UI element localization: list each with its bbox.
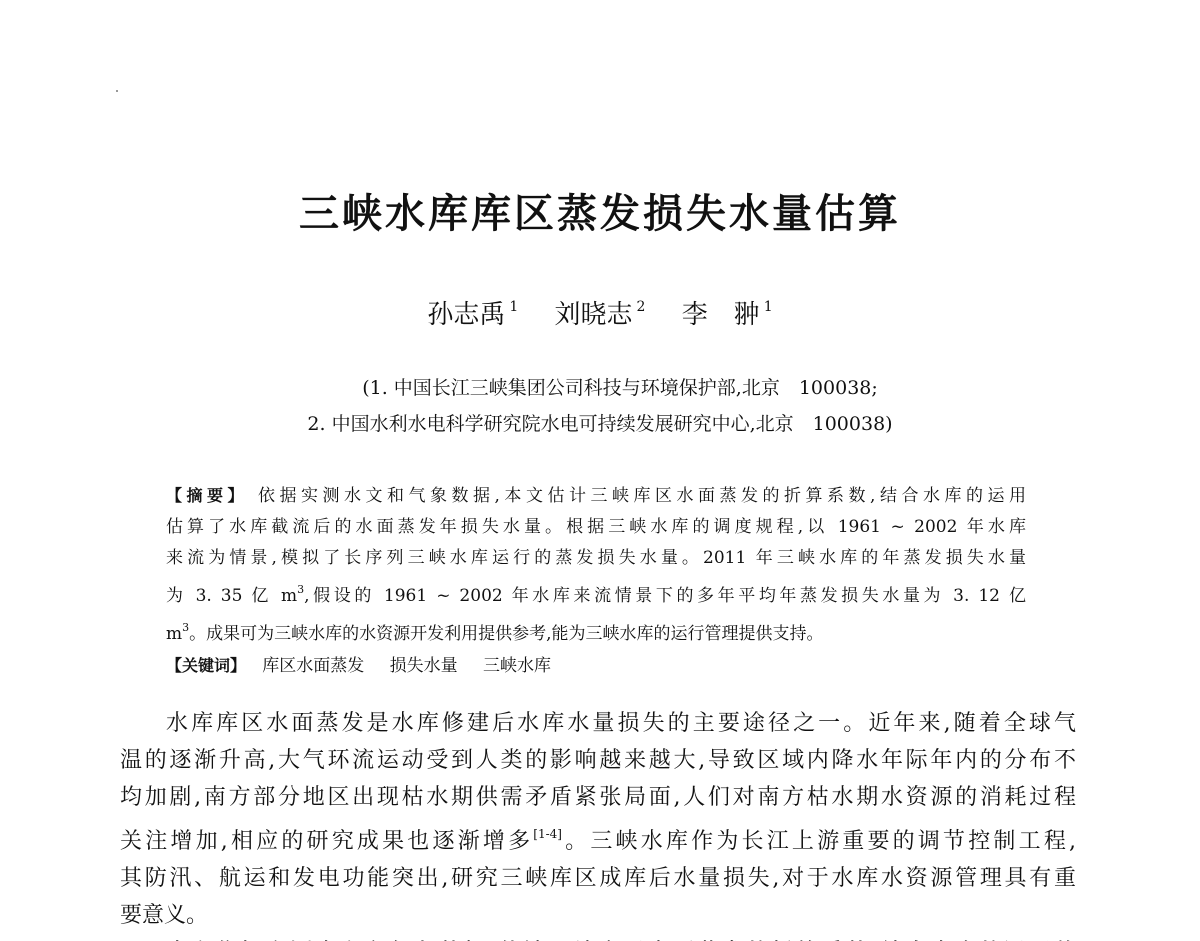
abstract-text: 为 3. 35 亿 m	[166, 586, 298, 606]
abstract-line-2: 估算了水库截流后的水面蒸发年损失水量。根据三峡水库的调度规程,以 1961 ~ 2002 年水库	[166, 517, 1026, 537]
citation-ref: [1-4]	[533, 827, 562, 841]
body-line-2: 温的逐渐升高,大气环流运动受到人类的影响越来越大,导致区域内降水年际年内的分布不	[120, 748, 1076, 773]
affiliation-mark: 1	[509, 299, 519, 315]
author-name: 孙志禹	[427, 300, 506, 330]
body-line-4	[120, 816, 1076, 860]
abstract-label: 【摘要】	[166, 486, 249, 505]
keywords-line	[166, 650, 1026, 682]
abstract-text: 。成果可为三峡水库的水资源开发利用提供参考,能为三峡水库的运行管理提供支持。	[189, 624, 824, 644]
body-line-7-partial	[120, 934, 1076, 941]
keyword: 三峡水库	[483, 656, 552, 676]
abstract-line-3: 来流为情景,模拟了长序列三峡水库运行的蒸发损失水量。2011 年三峡水库的年蒸发损失水量	[166, 548, 1026, 568]
affiliation-1: (1. 中国长江三峡集团公司科技与环境保护部,北京 100038;	[362, 377, 878, 399]
author-name: 刘晓志	[554, 300, 633, 330]
abstract-block	[166, 480, 1026, 682]
scan-speck	[116, 90, 118, 92]
keyword: 损失水量	[389, 656, 458, 676]
unit-superscript: 3	[182, 621, 190, 634]
body-line-6: 要意义。	[120, 903, 209, 928]
affiliation-mark: 2	[636, 299, 646, 315]
author-name: 李 翀	[681, 300, 760, 330]
paper-title: 三峡水库库区蒸发损失水量估算	[299, 191, 901, 237]
abstract-line-5	[166, 612, 1026, 650]
keywords-label: 【关键词】	[166, 656, 247, 675]
body-text-span: 关注增加,相应的研究成果也逐渐增多	[120, 829, 534, 854]
body-text	[120, 705, 1076, 941]
affiliations	[0, 370, 1200, 442]
body-line-1: 水库库区水面蒸发是水库修建后水库水量损失的主要途径之一。近年来,随着全球气	[166, 711, 1076, 736]
author-1	[427, 287, 518, 335]
affiliation-2: 2. 中国水利水电科学研究院水电可持续发展研究中心,北京 100038)	[307, 413, 893, 435]
abstract-text: m	[166, 624, 183, 644]
abstract-text: ,假设的 1961 ~ 2002 年水库来流情景下的多年平均年蒸发损失水量为 3. 12 亿	[304, 586, 1026, 606]
affiliation-mark: 1	[763, 299, 773, 315]
abstract-text: 依据实测水文和气象数据,本文估计三峡库区水面蒸发的折算系数,结合水库的运用	[257, 486, 1026, 506]
author-line	[0, 287, 1200, 335]
abstract-line-4	[166, 574, 1026, 612]
body-line-5: 其防汛、航运和发电功能突出,研究三峡库区成库后水量损失,对于水库水资源管理具有重	[120, 866, 1076, 891]
author-3	[682, 287, 773, 335]
author-2	[555, 287, 646, 335]
body-line-3: 均加剧,南方部分地区出现枯水期供需矛盾紧张局面,人们对南方枯水期水资源的消耗过程	[120, 785, 1076, 810]
keyword: 库区水面蒸发	[262, 656, 365, 676]
abstract-line-1	[166, 480, 1026, 512]
unit-superscript: 3	[297, 583, 305, 596]
body-text-span: 。三峡水库作为长江上游重要的调节控制工程,	[561, 829, 1077, 854]
